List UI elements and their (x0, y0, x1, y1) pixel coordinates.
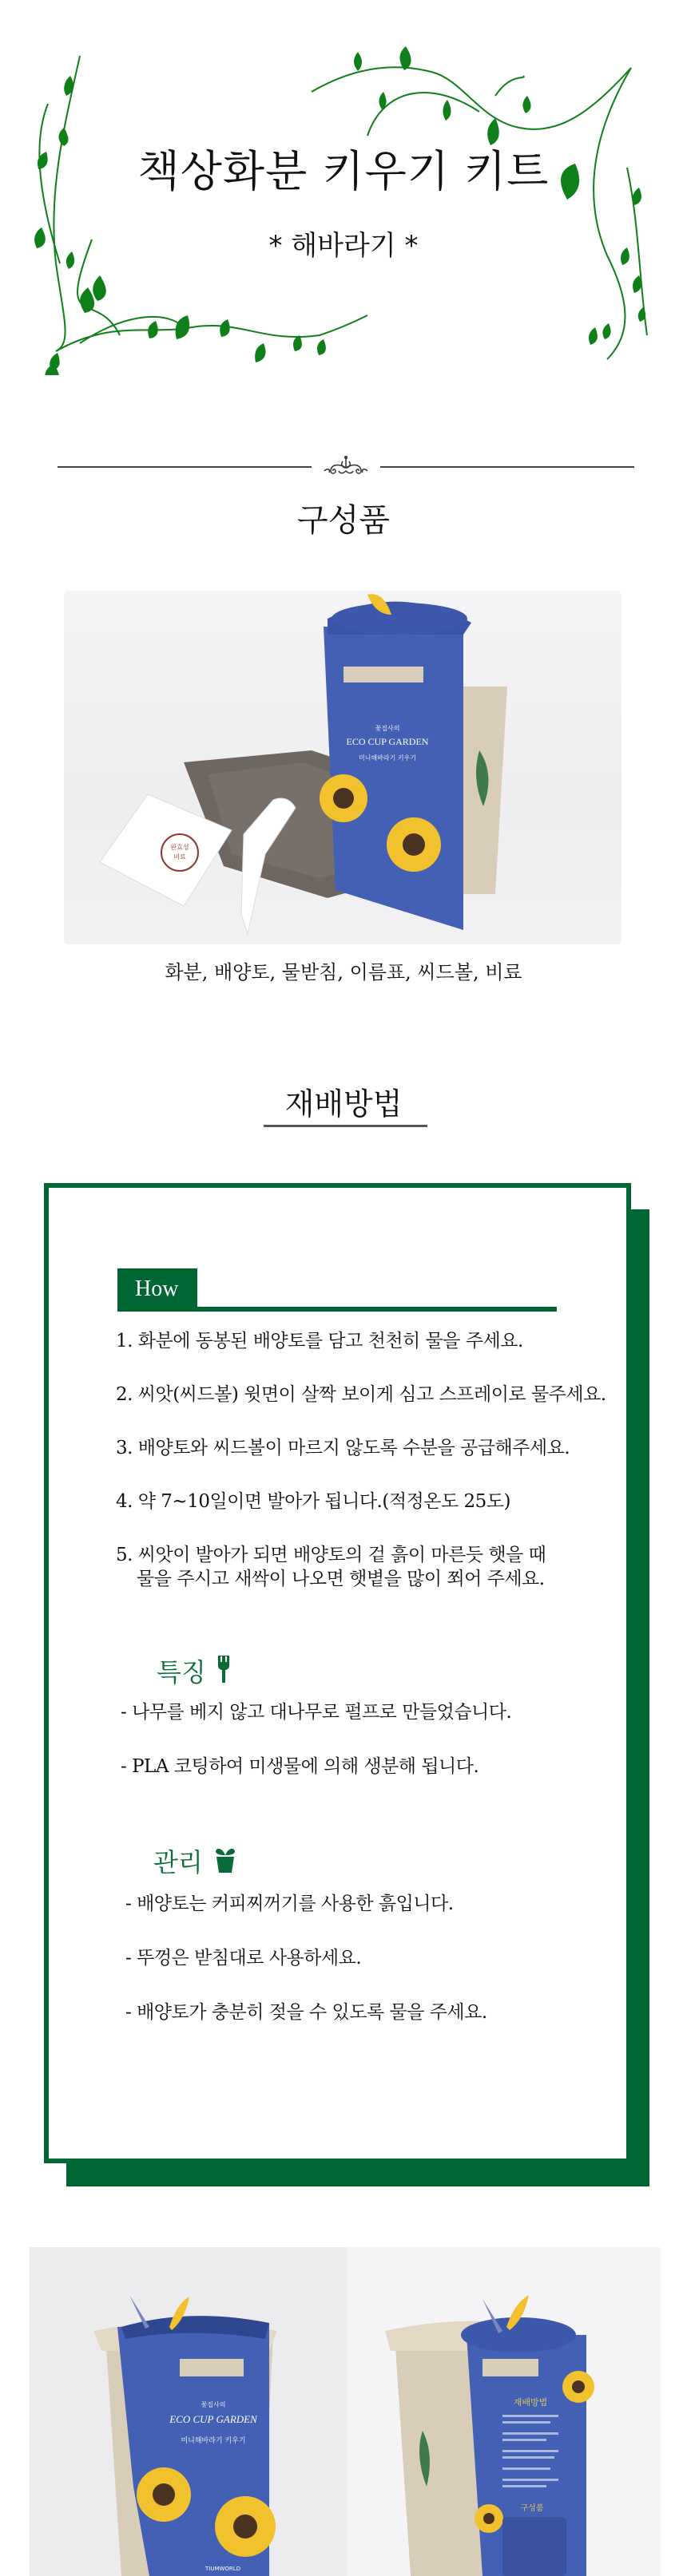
how-underline (117, 1307, 557, 1312)
kit-contents-illustration (64, 591, 621, 944)
hero-banner (0, 0, 687, 375)
components-caption: 화분, 배양토, 물받침, 이름표, 씨드볼, 비료 (165, 961, 522, 983)
box-brand-text: 꽃집사의 (375, 725, 400, 732)
box-title-text: ECO CUP GARDEN (169, 2413, 257, 2425)
step-item: 4. 약 7~10일이면 발아가 됩니다.(적정온도 25도) (116, 1491, 510, 1512)
section-divider (58, 455, 634, 479)
divider-line-right (380, 466, 634, 468)
svg-text:완효성: 완효성 (170, 844, 189, 851)
panel-title-text: 재배방법 (513, 2397, 548, 2408)
box-subtitle-text: 미니해바라기 키우기 (358, 754, 417, 762)
box-title-text: ECO CUP GARDEN (346, 736, 429, 747)
ornament-flourish-icon (321, 455, 371, 477)
cup-back-illustration (347, 2247, 661, 2576)
care-item: - 배양토는 커피찌꺼기를 사용한 흙입니다. (125, 1893, 454, 1914)
features-heading: 특징 (157, 1652, 230, 1689)
step-item: 2. 씨앗(씨드볼) 윗면이 살짝 보이게 심고 스프레이로 물주세요. (116, 1384, 606, 1405)
features-list (121, 1700, 640, 1809)
method-title-underline (264, 1125, 427, 1127)
maker-text: TIUMWORLD (205, 2566, 241, 2572)
step-item: 1. 화분에 동봉된 배양토를 담고 천천히 물을 주세요. (116, 1331, 523, 1351)
components-title: 구성품 (297, 502, 390, 539)
page-subtitle: * 해바라기 * (268, 230, 419, 262)
panel-components-text: 구성품 (520, 2504, 544, 2513)
care-item: - 뚜껑은 받침대로 사용하세요. (125, 1948, 362, 1969)
potted-sprout-icon (214, 1846, 236, 1873)
step-item: 5. 씨앗이 발아가 되면 배양토의 겉 흙이 마른듯 햇을 때 물을 주시고 새싹이 나오면 햇볕을 많이 쬐어 주세요. (116, 1545, 546, 1589)
product-front-photo (30, 2247, 347, 2576)
divider-line-left (58, 466, 312, 468)
how-label: How (117, 1268, 197, 1312)
svg-text:비료: 비료 (173, 853, 186, 861)
care-list (125, 1892, 645, 2055)
box-subtitle-text: 미니해바라기 키우기 (181, 2437, 246, 2445)
method-title: 재배방법 (284, 1086, 403, 1122)
steps-list (116, 1329, 635, 1620)
kit-contents-photo (64, 591, 621, 944)
care-heading: 관리 (153, 1842, 236, 1879)
step-item: 3. 배양토와 씨드볼이 마르지 않도록 수분을 공급해주세요. (116, 1438, 570, 1458)
box-brand-text: 꽃집사의 (201, 2401, 226, 2408)
product-back-photo (347, 2247, 661, 2576)
page-title: 책상화분 키우기 키트 (137, 146, 550, 196)
cup-front-illustration (30, 2247, 347, 2576)
care-item: - 배양토가 충분히 젖을 수 있도록 물을 주세요. (125, 2002, 487, 2023)
fork-icon (217, 1656, 230, 1683)
feature-item: - PLA 코팅하여 미생물에 의해 생분해 됩니다. (121, 1756, 479, 1777)
feature-item: - 나무를 베지 않고 대나무로 펄프로 만들었습니다. (121, 1702, 512, 1723)
